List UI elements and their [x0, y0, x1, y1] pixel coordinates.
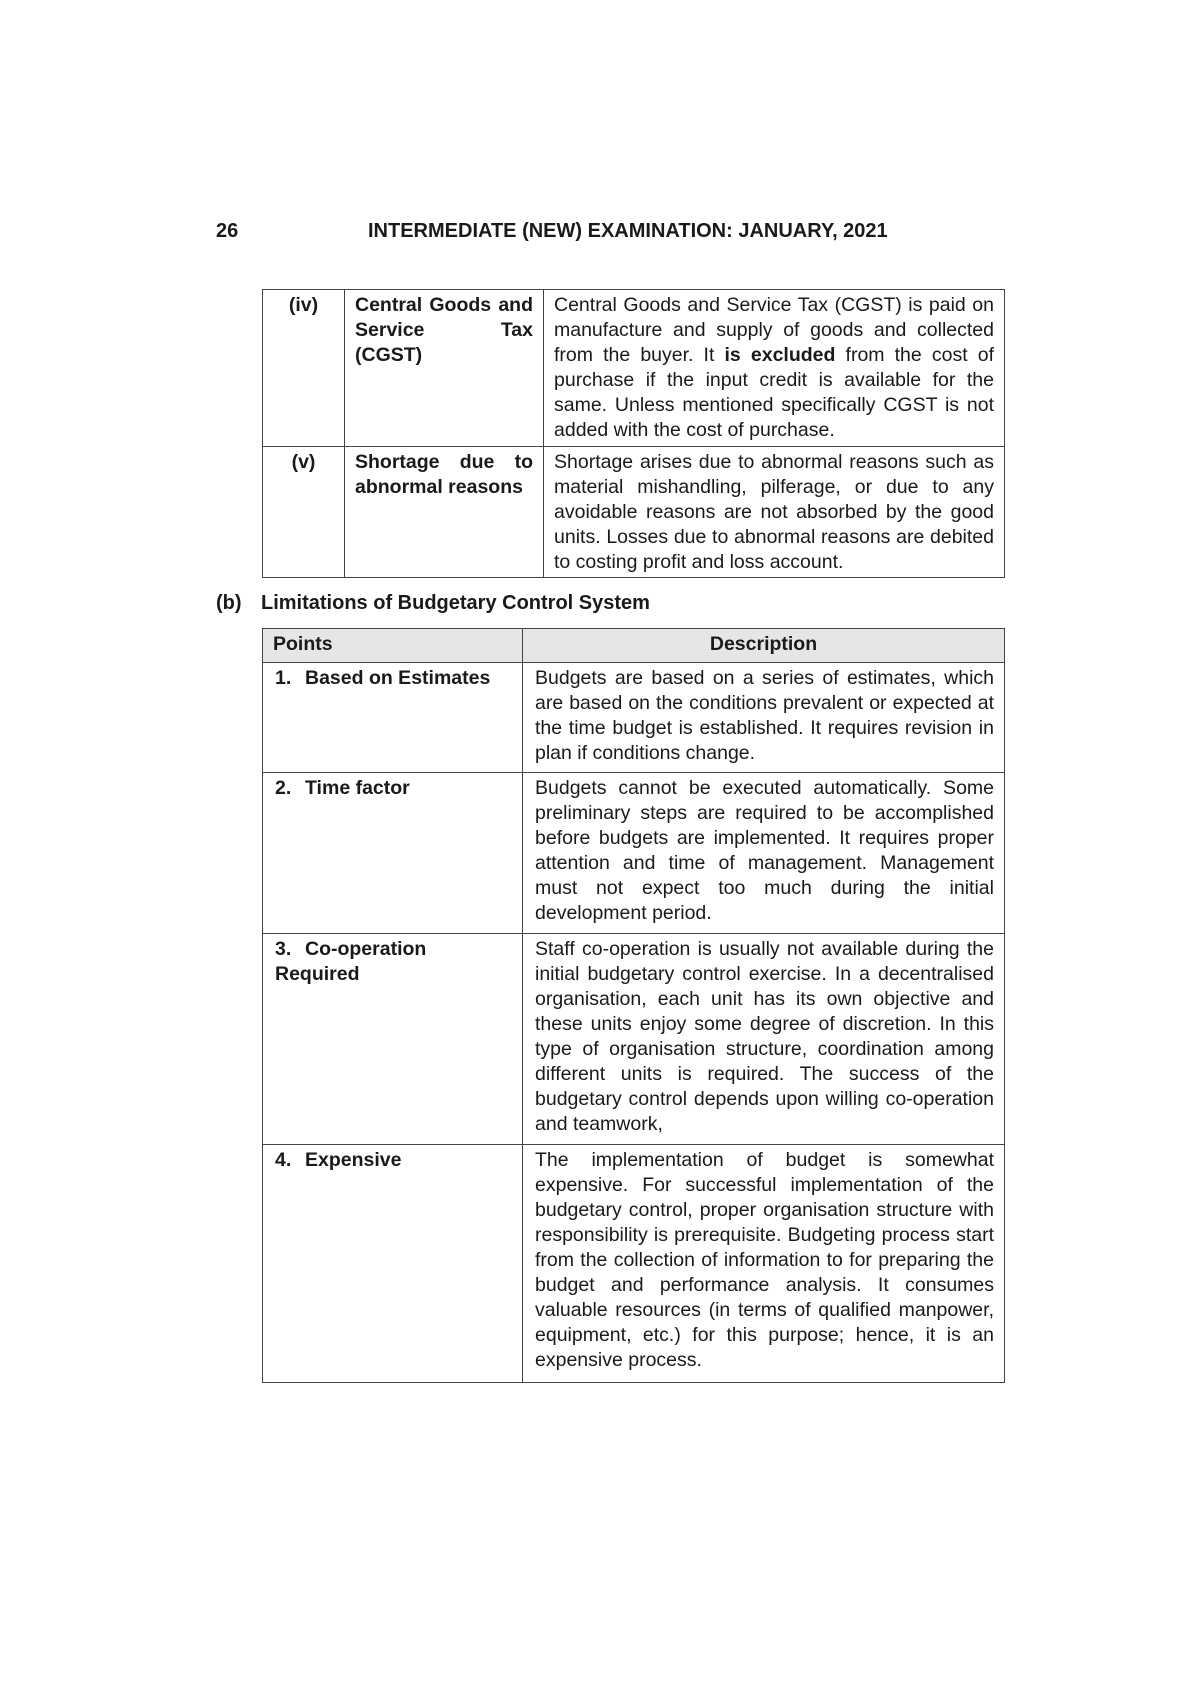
description-cell: Budgets are based on a series of estimates, which are based on the conditions prevalent or expected at the time budget is established. It requires revision in plan if conditions change.: [523, 663, 1005, 773]
point-number: 3.: [275, 938, 292, 960]
point-cell: [263, 934, 523, 1145]
description-header: Description: [523, 629, 1005, 663]
section-label: (b): [216, 592, 242, 614]
point-cell: [263, 1145, 523, 1383]
term-cell: Shortage due to abnormal reasons: [345, 447, 544, 578]
term-cell: Central Goods and Service Tax (CGST): [345, 290, 544, 447]
row-number: (v): [263, 447, 345, 578]
description-text: from the cost of purchase if the input credit is available for the same. Unless mentioned specifically CGST is not added with the cost of purchase.: [554, 344, 994, 441]
table-row: [263, 663, 1005, 773]
description-cell: The implementation of budget is somewhat expensive. For successful implementation of the budgetary control, proper organisation structure with responsibility is prerequisite. Budgeting process start from the collection of information to for preparing the budget and performance analysis. It consumes valuable resources (in terms of qualified manpower, equipment, etc.) for this purpose; hence, it is an expensive process.: [523, 1145, 1005, 1383]
section-title: Limitations of Budgetary Control System: [261, 592, 650, 614]
description-text: Central Goods and Service Tax (CGST) is paid on manufacture and supply of goods and collected from the buyer. It: [554, 294, 994, 366]
point-number: 4.: [275, 1149, 292, 1171]
description-cell: Shortage arises due to abnormal reasons such as material mishandling, pilferage, or due to any avoidable reasons are not absorbed by the good units. Losses due to abnormal reasons are debited to costing profit and loss account.: [544, 447, 1005, 578]
description-emphasis: is excluded: [724, 344, 836, 366]
description-cell: Staff co-operation is usually not available during the initial budgetary control exercise. In a decentralised organisation, each unit has its own objective and these units enjoy some degree of discretion. In this type of organisation structure, coordination among different units is required. The success of the budgetary control depends upon willing co-operation and teamwork,: [523, 934, 1005, 1145]
point-label: Based on Estimates: [305, 667, 491, 689]
table-row: [263, 1145, 1005, 1383]
point-label: Co-operation Required: [275, 938, 427, 985]
table-row: [263, 290, 1005, 447]
point-label: Time factor: [305, 777, 410, 799]
point-number: 2.: [275, 777, 292, 799]
tax-terms-table: [262, 289, 1005, 578]
point-label: Expensive: [305, 1149, 402, 1171]
description-cell: Budgets cannot be executed automatically. Some preliminary steps are required to be accomplished before budgets are implemented. It requires proper attention and time of management. Management must not expect too much during the initial development period.: [523, 773, 1005, 934]
point-cell: [263, 663, 523, 773]
description-cell: [544, 290, 1005, 447]
page-header-title: INTERMEDIATE (NEW) EXAMINATION: JANUARY, 2021: [368, 220, 888, 242]
table-row: [263, 934, 1005, 1145]
point-number: 1.: [275, 667, 292, 689]
table-row: [263, 773, 1005, 934]
budget-limitations-table: [262, 628, 1005, 1383]
point-cell: [263, 773, 523, 934]
points-header: Points: [263, 629, 523, 663]
table-header-row: [263, 629, 1005, 663]
table-row: [263, 447, 1005, 578]
page-number: 26: [216, 220, 239, 242]
row-number: (iv): [263, 290, 345, 447]
